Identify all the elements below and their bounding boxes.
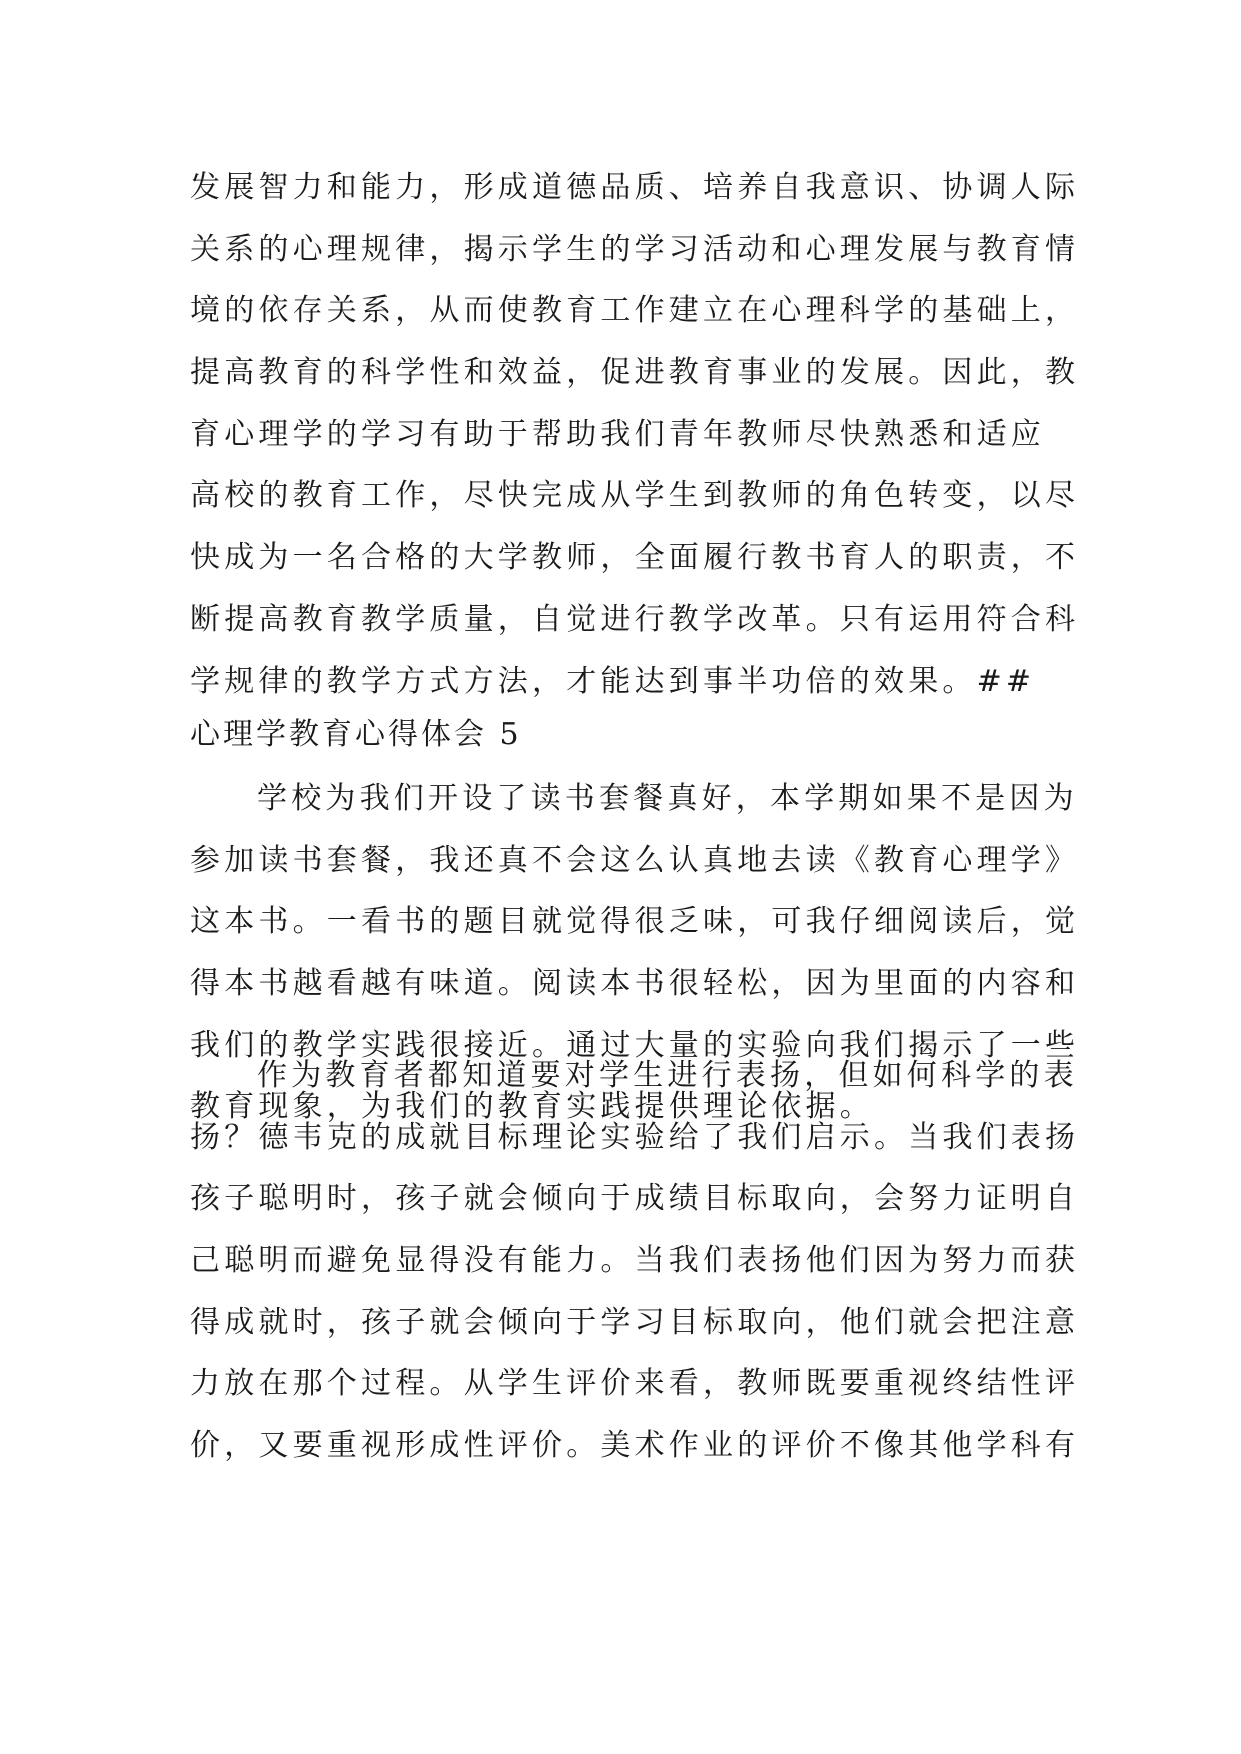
text-line: 作为教育者都知道要对学生进行表扬，但如何科学的表 (257, 1058, 1078, 1093)
continuation-paragraph (190, 157, 1080, 712)
text-line: 提高教育的科学性和效益，促进教育事业的发展。因此，教 (190, 355, 1080, 391)
text-line: 我们的教学实践很接近。通过大量的实验向我们揭示了一些 (190, 1027, 1080, 1063)
text-line: 孩子聪明时，孩子就会倾向于成绩目标取向，会努力证明自 (190, 1181, 1080, 1217)
text-line: 价，又要重视形成性评价。美术作业的评价不像其他学科有 (190, 1428, 1080, 1464)
text-line: 关系的心理规律，揭示学生的学习活动和心理发展与教育情 (190, 231, 1080, 267)
text-line: 断提高教育教学质量，自觉进行教学改革。只有运用符合科 (190, 601, 1080, 637)
text-line: 力放在那个过程。从学生评价来看，教师既要重视终结性评 (190, 1366, 1080, 1402)
text-line: 教育现象，为我们的教育实践提供理论依据。 (190, 1089, 874, 1125)
text-line: 己聪明而避免显得没有能力。当我们表扬他们因为努力而获 (190, 1243, 1080, 1279)
text-line: 得成就时，孩子就会倾向于学习目标取向，他们就会把注意 (190, 1304, 1080, 1340)
text-line: 学校为我们开设了读书套餐真好，本学期如果不是因为 (257, 781, 1078, 816)
text-line: 学规律的教学方式方法，才能达到事半功倍的效果。## (190, 663, 1036, 699)
text-line: 扬？德韦克的成就目标理论实验给了我们启示。当我们表扬 (190, 1119, 1080, 1155)
text-line: 得本书越看越有味道。阅读本书很轻松，因为里面的内容和 (190, 966, 1080, 1002)
text-line: 发展智力和能力，形成道德品质、培养自我意识、协调人际 (190, 170, 1080, 205)
text-line: 高校的教育工作，尽快完成从学生到教师的角色转变，以尽 (190, 478, 1080, 514)
text-line: 境的依存关系，从而使教育工作建立在心理科学的基础上， (190, 293, 1080, 329)
text-line: 快成为一名合格的大学教师，全面履行教书育人的职责，不 (190, 540, 1080, 576)
text-line: 这本书。一看书的题目就觉得很乏味，可我仔细阅读后，觉 (190, 904, 1080, 940)
section-heading: 心理学教育心得体会 5 (190, 717, 522, 752)
text-line: 育心理学的学习有助于帮助我们青年教师尽快熟悉和适应 (190, 416, 1045, 452)
text-line: 参加读书套餐，我还真不会这么认真地去读《教育心理学》 (190, 842, 1080, 878)
